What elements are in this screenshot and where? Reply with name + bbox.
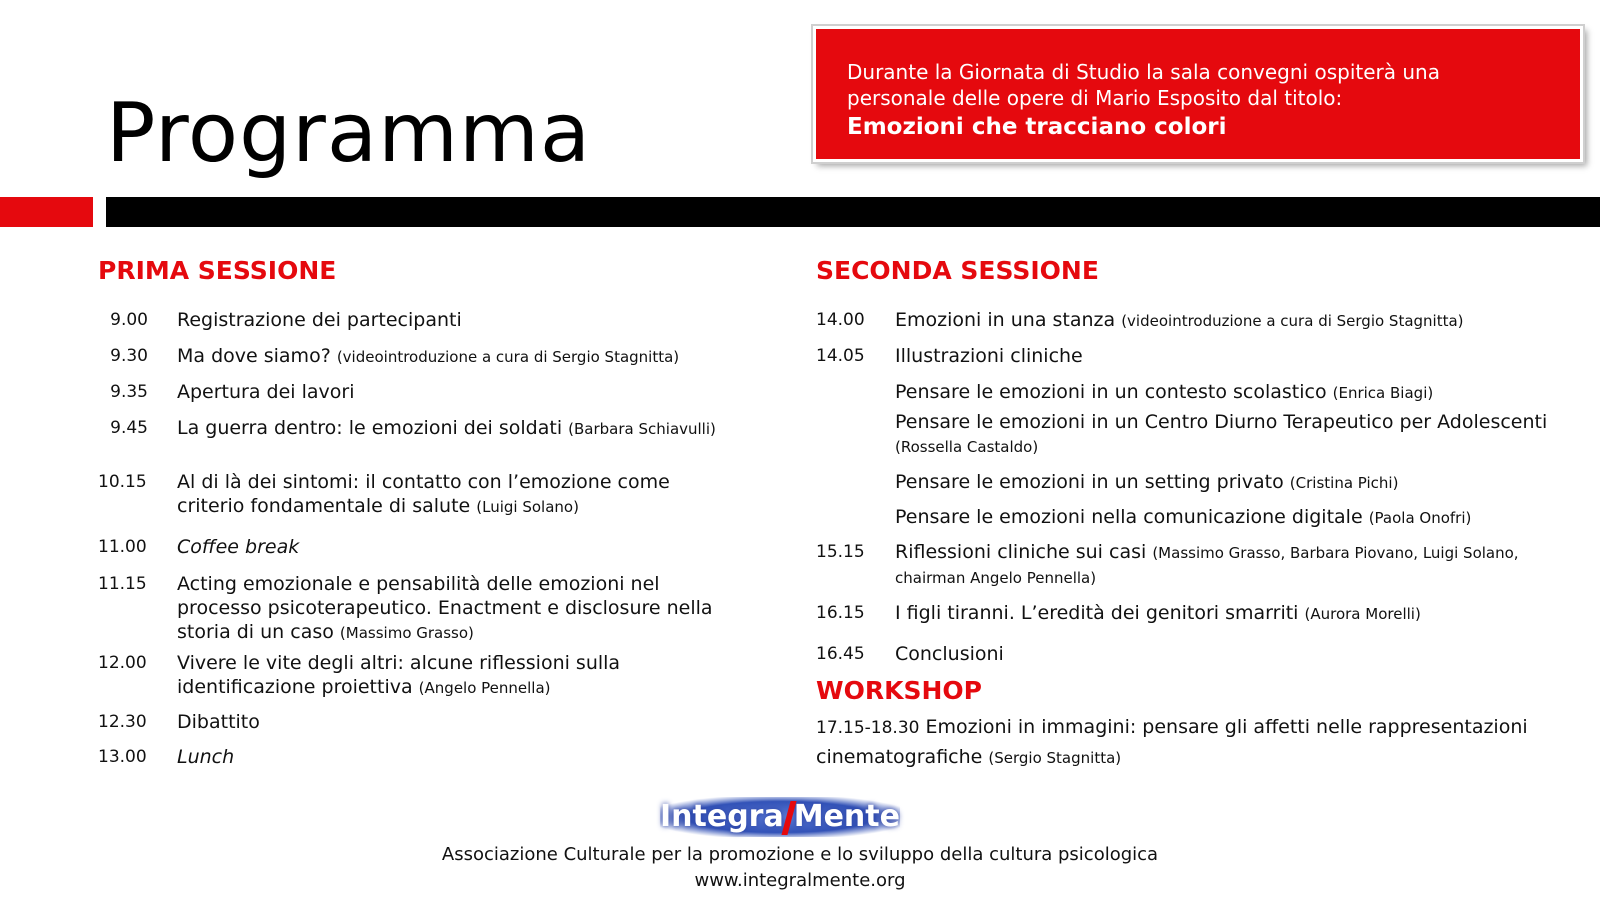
speaker-note: (Angelo Pennella) [418, 679, 551, 697]
schedule-item: Vivere le vite degli altri: alcune riflessioni sulla identificazione proiettiva (Angelo Pennella) [177, 652, 621, 698]
session-heading: PRIMA SESSIONE [98, 256, 337, 285]
notice-line-1: Durante la Giornata di Studio la sala convegni ospiterà una [847, 60, 1440, 84]
schedule-item: Emozioni in una stanza (videointroduzione a cura di Sergio Stagnitta) [895, 309, 1464, 331]
association-name: Associazione Culturale per la promozione e lo sviluppo della cultura psicologica [441, 844, 1159, 865]
schedule-item: Pensare le emozioni in un Centro Diurno Terapeutico per Adolescenti (Rossella Castaldo) [895, 411, 1548, 456]
schedule-time: 16.45 [816, 644, 865, 664]
schedule-time: 9.30 [110, 346, 148, 366]
schedule-time: 10.15 [98, 472, 147, 492]
schedule-time: 16.15 [816, 603, 865, 623]
speaker-note: (Rossella Castaldo) [895, 438, 1039, 456]
divider-bar [106, 197, 1600, 227]
speaker-note: (Luigi Solano) [476, 498, 579, 516]
schedule-item: Pensare le emozioni in un setting privato (Cristina Pichi) [895, 471, 1399, 493]
schedule-time: 12.30 [98, 712, 147, 732]
schedule-time: 17.15-18.30 [816, 718, 920, 738]
speaker-note: (Massimo Grasso, Barbara Piovano, Luigi Solano, chairman Angelo Pennella) [895, 544, 1519, 587]
schedule-time: 15.15 [816, 542, 865, 562]
speaker-note: (Aurora Morelli) [1304, 605, 1421, 623]
exhibition-title: Emozioni che tracciano colori [847, 114, 1227, 140]
schedule-time: 9.00 [110, 310, 148, 330]
session-heading: SECONDA SESSIONE [816, 256, 1099, 285]
workshop-row [816, 713, 1596, 773]
schedule-time: 9.35 [110, 382, 148, 402]
schedule-item: Conclusioni [895, 643, 1004, 665]
schedule-time: 13.00 [98, 747, 147, 767]
schedule-item: Illustrazioni cliniche [895, 345, 1083, 367]
exhibition-notice [813, 26, 1583, 162]
schedule-time: 9.45 [110, 418, 148, 438]
page-title: Programma [106, 86, 592, 181]
integramente-logo [660, 797, 900, 837]
first-session [98, 256, 728, 768]
schedule-time: 11.00 [98, 537, 147, 557]
schedule-item: Pensare le emozioni in un contesto scolastico (Enrica Biagi) [895, 381, 1434, 403]
schedule-time: 14.05 [816, 346, 865, 366]
schedule-item: Riflessioni cliniche sui casi (Massimo Grasso, Barbara Piovano, Luigi Solano, chairman Angelo Pennella) [895, 541, 1519, 587]
speaker-note: (Massimo Grasso) [339, 624, 474, 642]
workshop-title: Emozioni in immagini: pensare gli affetti nelle rappresentazioni cinematografiche [816, 716, 1528, 768]
schedule-item: Pensare le emozioni nella comunicazione digitale (Paola Onofri) [895, 506, 1472, 528]
schedule-item: I figli tiranni. L’eredità dei genitori smarriti (Aurora Morelli) [895, 602, 1421, 624]
schedule-item: Lunch [177, 746, 235, 768]
speaker-note: (videointroduzione a cura di Sergio Stagnitta) [336, 348, 680, 366]
speaker-note: (Enrica Biagi) [1332, 384, 1434, 402]
schedule-item: Al di là dei sintomi: il contatto con l’emozione come criterio fondamentale di salute (Luigi Solano) [177, 471, 670, 517]
schedule-item: Coffee break [177, 536, 300, 558]
schedule-time: 12.00 [98, 653, 147, 673]
speaker-note: (Sergio Stagnitta) [988, 749, 1122, 767]
speaker-note: (Cristina Pichi) [1289, 474, 1399, 492]
logo-text-right: Mente [793, 799, 900, 834]
schedule-time: 11.15 [98, 574, 147, 594]
workshop-heading: WORKSHOP [816, 676, 982, 705]
schedule-item: Apertura dei lavori [177, 381, 355, 403]
website-link[interactable]: www.integralmente.org [694, 870, 906, 891]
second-session [816, 256, 1596, 768]
speaker-note: (videointroduzione a cura di Sergio Stagnitta) [1121, 312, 1464, 330]
accent-bar [0, 197, 93, 227]
schedule-item: Ma dove siamo? (videointroduzione a cura di Sergio Stagnitta) [177, 345, 680, 367]
schedule-item: Registrazione dei partecipanti [177, 309, 462, 331]
speaker-note: (Paola Onofri) [1368, 509, 1472, 527]
speaker-note: (Barbara Schiavulli) [568, 420, 716, 438]
schedule-item: La guerra dentro: le emozioni dei soldati (Barbara Schiavulli) [177, 417, 716, 439]
schedule-item: Dibattito [177, 711, 260, 733]
notice-line-2: personale delle opere di Mario Esposito dal titolo: [847, 86, 1343, 110]
logo-text-left: Integra [660, 799, 784, 834]
schedule-time: 14.00 [816, 310, 865, 330]
schedule-item: Acting emozionale e pensabilità delle emozioni nel processo psicoterapeutico. Enactment e disclosure nella storia di un caso (Massimo Grasso) [177, 573, 713, 643]
